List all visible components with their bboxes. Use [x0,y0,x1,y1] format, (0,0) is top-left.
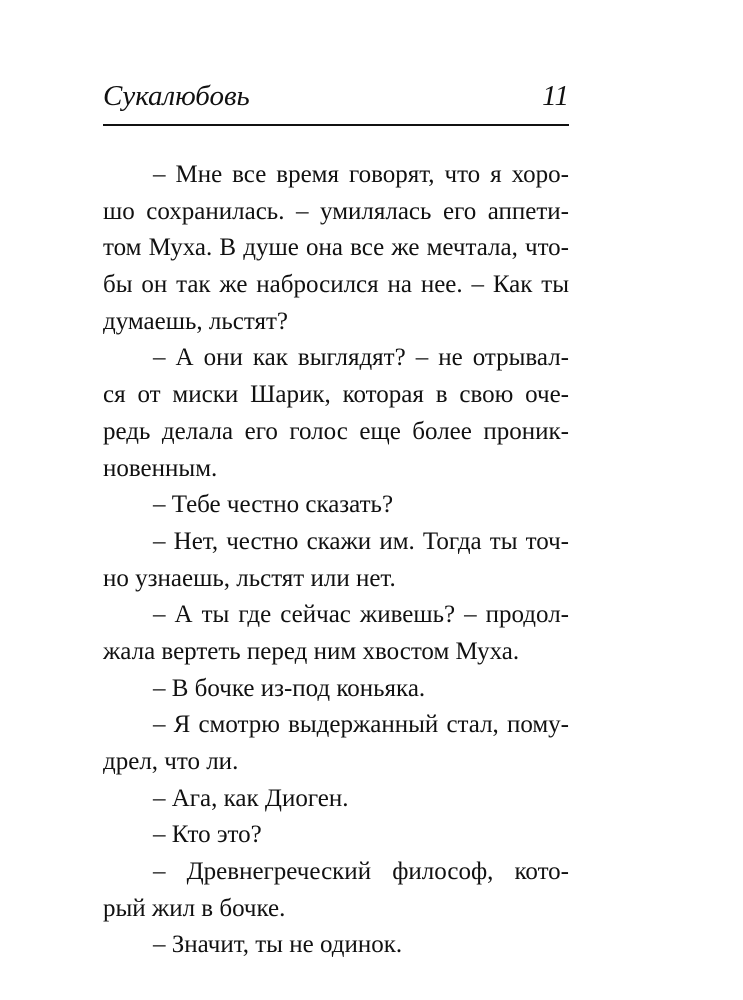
text-line: – В бочке из-под коньяка. [153,674,426,702]
text-line: шо сохранилась. – умилялась его аппети- [103,197,569,225]
text-line: рый жил в бочке. [103,894,286,922]
text-line: – Значит, ты не одинок. [153,931,403,959]
text-line: жала вертеть перед ним хвостом Муха. [103,637,520,665]
text-line: – Ага, как Диоген. [153,784,349,812]
text-line: том Муха. В душе она все же мечтала, что- [103,234,569,262]
text-line: – Кто это? [153,821,262,849]
text-line: – Нет, честно скажи им. Тогда ты точ- [153,527,569,555]
running-title: Сукалюбовь [103,80,250,112]
header-rule [103,124,569,126]
text-line: новенным. [103,454,218,482]
text-line: бы он так же набросился на нее. – Как ты [103,271,569,299]
text-line: – Я смотрю выдержанный стал, пому- [153,711,569,739]
body-text [103,157,569,964]
text-line: – Тебе честно сказать? [153,491,394,519]
text-line: – Мне все время говорят, что я хоро- [153,161,569,188]
text-line: думаешь, льстят? [103,307,288,335]
text-line: ся от миски Шарик, которая в свою оче- [103,381,569,409]
text-line: дрел, что ли. [103,748,239,775]
page-number: 11 [542,80,569,112]
text-line: редь делала его голос еще более проник- [103,417,569,445]
text-line: – Древнегреческий философ, кото- [153,858,569,886]
running-head [103,78,569,118]
text-line: – А они как выглядят? – не отрывал- [153,344,569,372]
text-line: но узнаешь, льстят или нет. [103,564,396,592]
text-line: – А ты где сейчас живешь? – продол- [153,601,569,629]
